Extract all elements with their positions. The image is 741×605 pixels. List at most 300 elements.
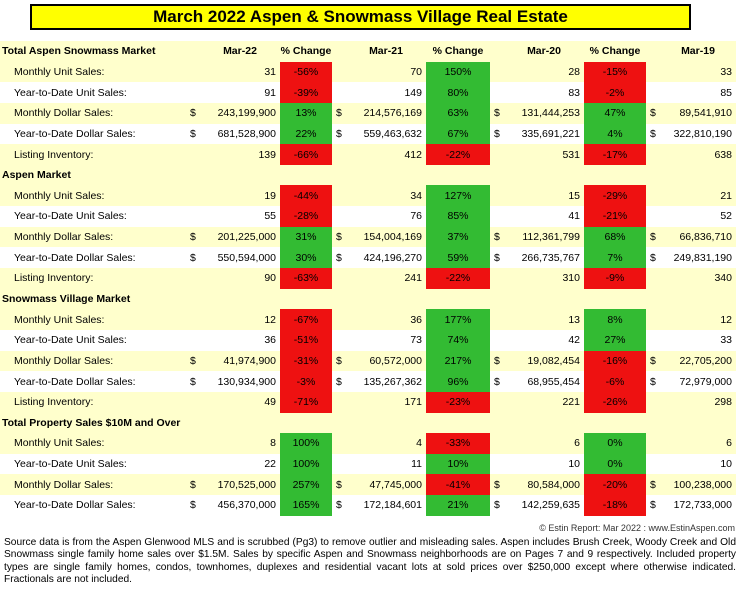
- dollar-sign: [646, 330, 660, 351]
- section-header-row: [0, 289, 736, 310]
- table-row: [0, 185, 736, 206]
- dollar-sign: [332, 82, 346, 103]
- percent-change-cell: 59%: [426, 247, 490, 268]
- dollar-sign: [186, 454, 200, 475]
- percent-change-cell: 13%: [280, 103, 332, 124]
- value-cell: 21: [660, 185, 736, 206]
- row-label: Year-to-Date Unit Sales:: [0, 454, 186, 475]
- percent-change-cell: 0%: [584, 433, 646, 454]
- value-cell: 340: [660, 268, 736, 289]
- dollar-sign: [332, 185, 346, 206]
- row-label: Monthly Unit Sales:: [0, 185, 186, 206]
- row-label: Monthly Unit Sales:: [0, 62, 186, 83]
- percent-change-cell: 63%: [426, 103, 490, 124]
- dollar-sign: $: [186, 103, 200, 124]
- percent-change-cell: -20%: [584, 474, 646, 495]
- percent-change-cell: 96%: [426, 371, 490, 392]
- spacer-cell: [504, 413, 584, 434]
- report-title: March 2022 Aspen & Snowmass Village Real Estate: [30, 4, 691, 30]
- percent-change-cell: 22%: [280, 124, 332, 145]
- value-cell: 112,361,799: [504, 227, 584, 248]
- value-cell: 559,463,632: [346, 124, 426, 145]
- table-row: [0, 454, 736, 475]
- row-label: Monthly Dollar Sales:: [0, 474, 186, 495]
- value-cell: 36: [346, 309, 426, 330]
- dollar-sign: [186, 144, 200, 165]
- dollar-sign: [332, 309, 346, 330]
- value-cell: 12: [660, 309, 736, 330]
- row-label: Year-to-Date Dollar Sales:: [0, 124, 186, 145]
- value-cell: 19,082,454: [504, 351, 584, 372]
- value-cell: 221: [504, 392, 584, 413]
- dollar-sign: [490, 82, 504, 103]
- dollar-sign: [186, 330, 200, 351]
- dollar-sign: $: [186, 124, 200, 145]
- value-cell: 22: [200, 454, 280, 475]
- value-cell: 34: [346, 185, 426, 206]
- dollar-sign: [646, 206, 660, 227]
- spacer-cell: [426, 165, 490, 186]
- percent-change-cell: -17%: [584, 144, 646, 165]
- value-cell: 60,572,000: [346, 351, 426, 372]
- value-cell: 171: [346, 392, 426, 413]
- row-label: Year-to-Date Unit Sales:: [0, 82, 186, 103]
- value-cell: 47,745,000: [346, 474, 426, 495]
- dollar-sign: $: [332, 124, 346, 145]
- section-title: Snowmass Village Market: [0, 289, 186, 310]
- dollar-sign: [646, 392, 660, 413]
- percent-change-cell: -3%: [280, 371, 332, 392]
- percent-change-cell: 150%: [426, 62, 490, 83]
- section-header-row: [0, 165, 736, 186]
- table-row: [0, 206, 736, 227]
- row-label: Monthly Dollar Sales:: [0, 227, 186, 248]
- dollar-sign: [490, 309, 504, 330]
- dollar-sign: [646, 82, 660, 103]
- table-row: [0, 433, 736, 454]
- spacer-cell: [660, 289, 736, 310]
- percent-change-cell: -51%: [280, 330, 332, 351]
- dollar-sign: $: [332, 227, 346, 248]
- dollar-sign: [332, 330, 346, 351]
- value-cell: 6: [504, 433, 584, 454]
- spacer-cell: [504, 165, 584, 186]
- row-label: Year-to-Date Dollar Sales:: [0, 247, 186, 268]
- spacer-cell: [200, 165, 280, 186]
- dollar-sign: [646, 62, 660, 83]
- value-cell: 90: [200, 268, 280, 289]
- value-cell: 531: [504, 144, 584, 165]
- percent-change-cell: -28%: [280, 206, 332, 227]
- spacer-cell: [332, 165, 346, 186]
- percent-change-cell: 217%: [426, 351, 490, 372]
- table-row: [0, 474, 736, 495]
- value-cell: 310: [504, 268, 584, 289]
- section-header-row: [0, 413, 736, 434]
- dollar-sign: [332, 268, 346, 289]
- row-label: Listing Inventory:: [0, 268, 186, 289]
- dollar-sign: [186, 185, 200, 206]
- dollar-sign: $: [646, 474, 660, 495]
- percent-change-cell: -33%: [426, 433, 490, 454]
- percent-change-cell: -6%: [584, 371, 646, 392]
- table-row: [0, 144, 736, 165]
- value-cell: 68,955,454: [504, 371, 584, 392]
- value-cell: 28: [504, 62, 584, 83]
- value-cell: 335,691,221: [504, 124, 584, 145]
- row-label: Listing Inventory:: [0, 144, 186, 165]
- table-row: [0, 103, 736, 124]
- dollar-sign: $: [490, 495, 504, 516]
- dollar-sign: $: [646, 351, 660, 372]
- spacer-cell: [280, 165, 332, 186]
- dollar-sign: $: [646, 247, 660, 268]
- value-cell: 55: [200, 206, 280, 227]
- dollar-sign: [490, 330, 504, 351]
- row-label: Year-to-Date Unit Sales:: [0, 206, 186, 227]
- value-cell: 142,259,635: [504, 495, 584, 516]
- dollar-sign: $: [646, 495, 660, 516]
- spacer-cell: [646, 165, 660, 186]
- percent-change-cell: 127%: [426, 185, 490, 206]
- dollar-sign: [490, 433, 504, 454]
- percent-change-cell: -44%: [280, 185, 332, 206]
- market-table: [0, 41, 736, 516]
- percent-change-cell: -67%: [280, 309, 332, 330]
- dollar-sign: $: [186, 227, 200, 248]
- value-cell: 172,733,000: [660, 495, 736, 516]
- value-cell: 201,225,000: [200, 227, 280, 248]
- dollar-sign: [186, 309, 200, 330]
- spacer-cell: [490, 289, 504, 310]
- value-cell: 243,199,900: [200, 103, 280, 124]
- dollar-sign: $: [490, 103, 504, 124]
- dollar-sign: [490, 144, 504, 165]
- value-cell: 172,184,601: [346, 495, 426, 516]
- value-cell: 149: [346, 82, 426, 103]
- spacer-cell: [646, 413, 660, 434]
- percent-change-cell: -26%: [584, 392, 646, 413]
- table-row: [0, 495, 736, 516]
- dollar-sign: $: [490, 371, 504, 392]
- value-cell: 412: [346, 144, 426, 165]
- column-header: % Change: [584, 41, 646, 62]
- percent-change-cell: 177%: [426, 309, 490, 330]
- value-cell: 322,810,190: [660, 124, 736, 145]
- value-cell: 49: [200, 392, 280, 413]
- dollar-sign: $: [332, 495, 346, 516]
- value-cell: 41: [504, 206, 584, 227]
- section-title: Total Property Sales $10M and Over: [0, 413, 186, 434]
- spacer-cell: [186, 165, 200, 186]
- dollar-sign: [646, 268, 660, 289]
- percent-change-cell: 30%: [280, 247, 332, 268]
- percent-change-cell: -23%: [426, 392, 490, 413]
- column-header: Mar-21: [346, 41, 426, 62]
- dollar-sign: $: [646, 103, 660, 124]
- spacer-cell: [426, 413, 490, 434]
- spacer-cell: [280, 413, 332, 434]
- percent-change-cell: -31%: [280, 351, 332, 372]
- value-cell: 4: [346, 433, 426, 454]
- dollar-sign: [490, 454, 504, 475]
- row-label: Monthly Unit Sales:: [0, 309, 186, 330]
- percent-change-cell: -16%: [584, 351, 646, 372]
- percent-change-cell: 27%: [584, 330, 646, 351]
- value-cell: 130,934,900: [200, 371, 280, 392]
- spacer-cell: [646, 41, 660, 62]
- dollar-sign: [490, 268, 504, 289]
- table-row: [0, 82, 736, 103]
- dollar-sign: $: [490, 474, 504, 495]
- spacer-cell: [426, 289, 490, 310]
- row-label: Monthly Dollar Sales:: [0, 103, 186, 124]
- dollar-sign: [186, 433, 200, 454]
- dollar-sign: $: [332, 247, 346, 268]
- spacer-cell: [280, 289, 332, 310]
- spacer-cell: [660, 165, 736, 186]
- value-cell: 70: [346, 62, 426, 83]
- source-notes: Source data is from the Aspen Glenwood MLS and is scrubbed (Pg3) to remove outlier and misleading sales. Aspen includes Brush Creek, Woody Creek and Old Snowmass single family home sales over $1.5M. Sales by specific Aspen and Snowmass neighborhoods are on Pages 7 and 9 respectively. Included property types are single family homes, condos, townhomes, duplexes and residential vacant lots at sold prices over $250,000 except where otherwise indicated. Fractionals are not included.: [4, 537, 736, 586]
- dollar-sign: $: [646, 124, 660, 145]
- value-cell: 85: [660, 82, 736, 103]
- row-label: Year-to-Date Dollar Sales:: [0, 371, 186, 392]
- spacer-cell: [490, 165, 504, 186]
- spacer-cell: [490, 41, 504, 62]
- spacer-cell: [584, 289, 646, 310]
- table-row: [0, 268, 736, 289]
- spacer-cell: [186, 41, 200, 62]
- value-cell: 681,528,900: [200, 124, 280, 145]
- value-cell: 22,705,200: [660, 351, 736, 372]
- table-row: [0, 330, 736, 351]
- table-row: [0, 227, 736, 248]
- value-cell: 91: [200, 82, 280, 103]
- spacer-cell: [660, 413, 736, 434]
- percent-change-cell: 74%: [426, 330, 490, 351]
- column-header: % Change: [426, 41, 490, 62]
- dollar-sign: [490, 185, 504, 206]
- dollar-sign: [490, 206, 504, 227]
- percent-change-cell: 100%: [280, 454, 332, 475]
- dollar-sign: [332, 144, 346, 165]
- dollar-sign: $: [332, 371, 346, 392]
- dollar-sign: [332, 433, 346, 454]
- row-label: Monthly Unit Sales:: [0, 433, 186, 454]
- percent-change-cell: 67%: [426, 124, 490, 145]
- percent-change-cell: 100%: [280, 433, 332, 454]
- dollar-sign: $: [490, 227, 504, 248]
- dollar-sign: [332, 392, 346, 413]
- spacer-cell: [346, 289, 426, 310]
- value-cell: 8: [200, 433, 280, 454]
- dollar-sign: [490, 392, 504, 413]
- percent-change-cell: 7%: [584, 247, 646, 268]
- spacer-cell: [504, 289, 584, 310]
- value-cell: 83: [504, 82, 584, 103]
- percent-change-cell: -15%: [584, 62, 646, 83]
- percent-change-cell: 8%: [584, 309, 646, 330]
- spacer-cell: [332, 413, 346, 434]
- percent-change-cell: 68%: [584, 227, 646, 248]
- section-title: Aspen Market: [0, 165, 186, 186]
- percent-change-cell: 37%: [426, 227, 490, 248]
- value-cell: 41,974,900: [200, 351, 280, 372]
- value-cell: 89,541,910: [660, 103, 736, 124]
- section-title: Total Aspen Snowmass Market: [0, 41, 186, 62]
- value-cell: 33: [660, 62, 736, 83]
- dollar-sign: [646, 433, 660, 454]
- value-cell: 19: [200, 185, 280, 206]
- percent-change-cell: -22%: [426, 144, 490, 165]
- column-header: Mar-19: [660, 41, 736, 62]
- value-cell: 42: [504, 330, 584, 351]
- column-header: % Change: [280, 41, 332, 62]
- spacer-cell: [332, 41, 346, 62]
- value-cell: 52: [660, 206, 736, 227]
- value-cell: 15: [504, 185, 584, 206]
- value-cell: 139: [200, 144, 280, 165]
- percent-change-cell: 0%: [584, 454, 646, 475]
- value-cell: 154,004,169: [346, 227, 426, 248]
- percent-change-cell: -29%: [584, 185, 646, 206]
- dollar-sign: [186, 62, 200, 83]
- table-row: [0, 351, 736, 372]
- value-cell: 10: [504, 454, 584, 475]
- percent-change-cell: 85%: [426, 206, 490, 227]
- credit-line: © Estin Report: Mar 2022 : www.EstinAspen.com: [539, 523, 735, 533]
- dollar-sign: [646, 454, 660, 475]
- percent-change-cell: -71%: [280, 392, 332, 413]
- dollar-sign: [490, 62, 504, 83]
- table-row: [0, 309, 736, 330]
- percent-change-cell: -9%: [584, 268, 646, 289]
- dollar-sign: [332, 454, 346, 475]
- row-label: Year-to-Date Unit Sales:: [0, 330, 186, 351]
- spacer-cell: [200, 413, 280, 434]
- row-label: Monthly Dollar Sales:: [0, 351, 186, 372]
- value-cell: 36: [200, 330, 280, 351]
- spacer-cell: [646, 289, 660, 310]
- dollar-sign: [332, 206, 346, 227]
- dollar-sign: [186, 82, 200, 103]
- percent-change-cell: -39%: [280, 82, 332, 103]
- dollar-sign: [646, 144, 660, 165]
- dollar-sign: $: [490, 124, 504, 145]
- value-cell: 131,444,253: [504, 103, 584, 124]
- percent-change-cell: 31%: [280, 227, 332, 248]
- percent-change-cell: -18%: [584, 495, 646, 516]
- spacer-cell: [186, 289, 200, 310]
- value-cell: 241: [346, 268, 426, 289]
- dollar-sign: [186, 268, 200, 289]
- value-cell: 638: [660, 144, 736, 165]
- percent-change-cell: 80%: [426, 82, 490, 103]
- percent-change-cell: -21%: [584, 206, 646, 227]
- value-cell: 6: [660, 433, 736, 454]
- value-cell: 135,267,362: [346, 371, 426, 392]
- value-cell: 298: [660, 392, 736, 413]
- spacer-cell: [346, 413, 426, 434]
- dollar-sign: [646, 185, 660, 206]
- spacer-cell: [584, 165, 646, 186]
- dollar-sign: [186, 392, 200, 413]
- spacer-cell: [332, 289, 346, 310]
- table-row: [0, 392, 736, 413]
- dollar-sign: $: [186, 247, 200, 268]
- percent-change-cell: 47%: [584, 103, 646, 124]
- percent-change-cell: -66%: [280, 144, 332, 165]
- value-cell: 10: [660, 454, 736, 475]
- dollar-sign: $: [186, 371, 200, 392]
- value-cell: 11: [346, 454, 426, 475]
- dollar-sign: $: [186, 351, 200, 372]
- value-cell: 72,979,000: [660, 371, 736, 392]
- spacer-cell: [584, 413, 646, 434]
- value-cell: 266,735,767: [504, 247, 584, 268]
- dollar-sign: $: [332, 103, 346, 124]
- percent-change-cell: 257%: [280, 474, 332, 495]
- value-cell: 13: [504, 309, 584, 330]
- dollar-sign: $: [186, 495, 200, 516]
- column-header-row: [0, 41, 736, 62]
- row-label: Year-to-Date Dollar Sales:: [0, 495, 186, 516]
- percent-change-cell: -41%: [426, 474, 490, 495]
- value-cell: 73: [346, 330, 426, 351]
- dollar-sign: $: [646, 371, 660, 392]
- table-row: [0, 371, 736, 392]
- value-cell: 249,831,190: [660, 247, 736, 268]
- value-cell: 33: [660, 330, 736, 351]
- value-cell: 66,836,710: [660, 227, 736, 248]
- percent-change-cell: -22%: [426, 268, 490, 289]
- value-cell: 31: [200, 62, 280, 83]
- spacer-cell: [200, 289, 280, 310]
- dollar-sign: [646, 309, 660, 330]
- percent-change-cell: -2%: [584, 82, 646, 103]
- value-cell: 80,584,000: [504, 474, 584, 495]
- dollar-sign: [332, 62, 346, 83]
- percent-change-cell: -56%: [280, 62, 332, 83]
- spacer-cell: [346, 165, 426, 186]
- percent-change-cell: -63%: [280, 268, 332, 289]
- table-row: [0, 247, 736, 268]
- percent-change-cell: 10%: [426, 454, 490, 475]
- spacer-cell: [490, 413, 504, 434]
- dollar-sign: [186, 206, 200, 227]
- value-cell: 100,238,000: [660, 474, 736, 495]
- percent-change-cell: 21%: [426, 495, 490, 516]
- dollar-sign: $: [490, 247, 504, 268]
- dollar-sign: $: [490, 351, 504, 372]
- value-cell: 456,370,000: [200, 495, 280, 516]
- table-row: [0, 62, 736, 83]
- dollar-sign: $: [646, 227, 660, 248]
- value-cell: 12: [200, 309, 280, 330]
- value-cell: 76: [346, 206, 426, 227]
- value-cell: 170,525,000: [200, 474, 280, 495]
- spacer-cell: [186, 413, 200, 434]
- dollar-sign: $: [186, 474, 200, 495]
- value-cell: 424,196,270: [346, 247, 426, 268]
- column-header: Mar-22: [200, 41, 280, 62]
- dollar-sign: $: [332, 474, 346, 495]
- value-cell: 550,594,000: [200, 247, 280, 268]
- row-label: Listing Inventory:: [0, 392, 186, 413]
- value-cell: 214,576,169: [346, 103, 426, 124]
- dollar-sign: $: [332, 351, 346, 372]
- percent-change-cell: 4%: [584, 124, 646, 145]
